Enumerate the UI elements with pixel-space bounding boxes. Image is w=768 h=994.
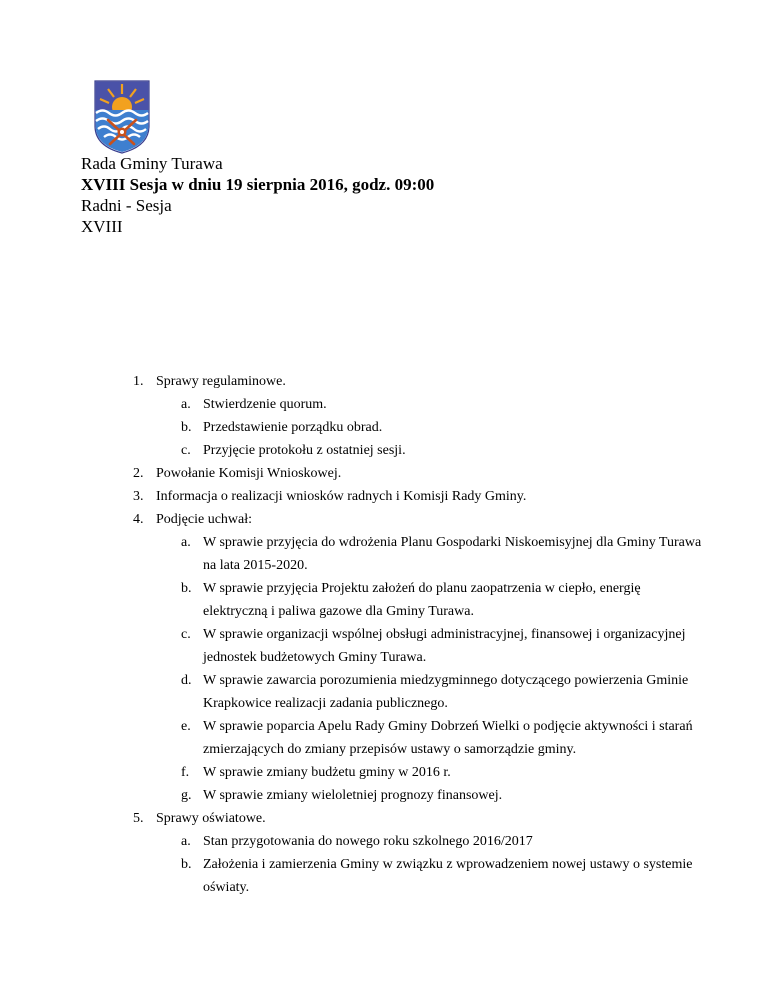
agenda-subitem-text: Stwierdzenie quorum. [203,397,327,412]
agenda-item [0,370,768,393]
agenda-item-text: Sprawy regulaminowe. [156,374,286,389]
agenda-subitem [0,853,768,899]
agenda-subitem-letter: c. [181,627,191,642]
agenda-subitem [0,623,768,669]
agenda-subitem-letter: d. [181,673,192,688]
agenda-subitem [0,830,768,853]
agenda-subitem-text: W sprawie organizacji wspólnej obsługi administracyjnej, finansowej i organizacyjnej jednostek budżetowych Gminy Turawa. [203,627,686,665]
agenda-item-number: 5. [133,811,144,826]
agenda-subitem [0,715,768,761]
agenda-subitem-letter: a. [181,834,191,849]
agenda-item-text: Powołanie Komisji Wnioskowej. [156,466,342,481]
session-number: XVIII [81,217,123,236]
agenda-subitem [0,393,768,416]
session-title: XVIII Sesja w dniu 19 sierpnia 2016, godz. 09:00 [81,175,435,194]
agenda-item [0,462,768,485]
agenda-subitem [0,416,768,439]
agenda-item-text: Informacja o realizacji wniosków radnych i Komisji Rady Gminy. [156,489,527,504]
agenda-subitem [0,784,768,807]
agenda-subitem-letter: b. [181,420,192,435]
agenda-subitem [0,531,768,577]
agenda-subitem-letter: b. [181,581,192,596]
agenda-subitem-letter: e. [181,719,191,734]
agenda-subitem [0,761,768,784]
document-header [81,153,434,237]
agenda-subitem-letter: a. [181,397,191,412]
agenda-subitem-letter: c. [181,443,191,458]
agenda-subitem [0,439,768,462]
agenda-subitem-text: Stan przygotowania do nowego roku szkolnego 2016/2017 [203,834,533,849]
agenda-subitem-text: Założenia i zamierzenia Gminy w związku z wprowadzeniem nowej ustawy o systemie oświaty. [203,857,693,895]
agenda-item-number: 1. [133,374,144,389]
coat-of-arms-logo [94,80,150,154]
agenda-subitem-text: W sprawie poparcia Apelu Rady Gminy Dobrzeń Wielki o podjęcie aktywności i starań zmierzających do zmiany przepisów ustawy o samorządzie gminy. [203,719,693,757]
agenda-item-number: 3. [133,489,144,504]
session-group: Radni - Sesja [81,196,172,215]
agenda-subitem-text: W sprawie przyjęcia Projektu założeń do planu zaopatrzenia w ciepło, energię elektryczną i paliwa gazowe dla Gminy Turawa. [203,581,641,619]
agenda-subitem-letter: f. [181,765,190,780]
agenda-list [0,370,768,899]
agenda-item-number: 2. [133,466,144,481]
agenda-subitem-letter: a. [181,535,191,550]
agenda-subitem-letter: g. [181,788,192,803]
agenda-subitem [0,669,768,715]
agenda-item [0,807,768,830]
agenda-item-number: 4. [133,512,144,527]
agenda-item [0,485,768,508]
agenda-subitem-letter: b. [181,857,192,872]
agenda-subitem-text: W sprawie zawarcia porozumienia miedzygminnego dotyczącego powierzenia Gminie Krapkowice realizacji zadania publicznego. [203,673,689,711]
agenda-subitem [0,577,768,623]
agenda-subitem-text: Przyjęcie protokołu z ostatniej sesji. [203,443,406,458]
agenda-item [0,508,768,531]
agenda-item-text: Podjęcie uchwał: [156,512,253,527]
agenda-item-text: Sprawy oświatowe. [156,811,266,826]
agenda-subitem-text: W sprawie zmiany wieloletniej prognozy finansowej. [203,788,503,803]
council-name: Rada Gminy Turawa [81,154,223,173]
agenda-subitem-text: W sprawie przyjęcia do wdrożenia Planu Gospodarki Niskoemisyjnej dla Gminy Turawa na lata 2015-2020. [203,535,702,573]
agenda-subitem-text: Przedstawienie porządku obrad. [203,420,383,435]
agenda-subitem-text: W sprawie zmiany budżetu gminy w 2016 r. [203,765,451,780]
